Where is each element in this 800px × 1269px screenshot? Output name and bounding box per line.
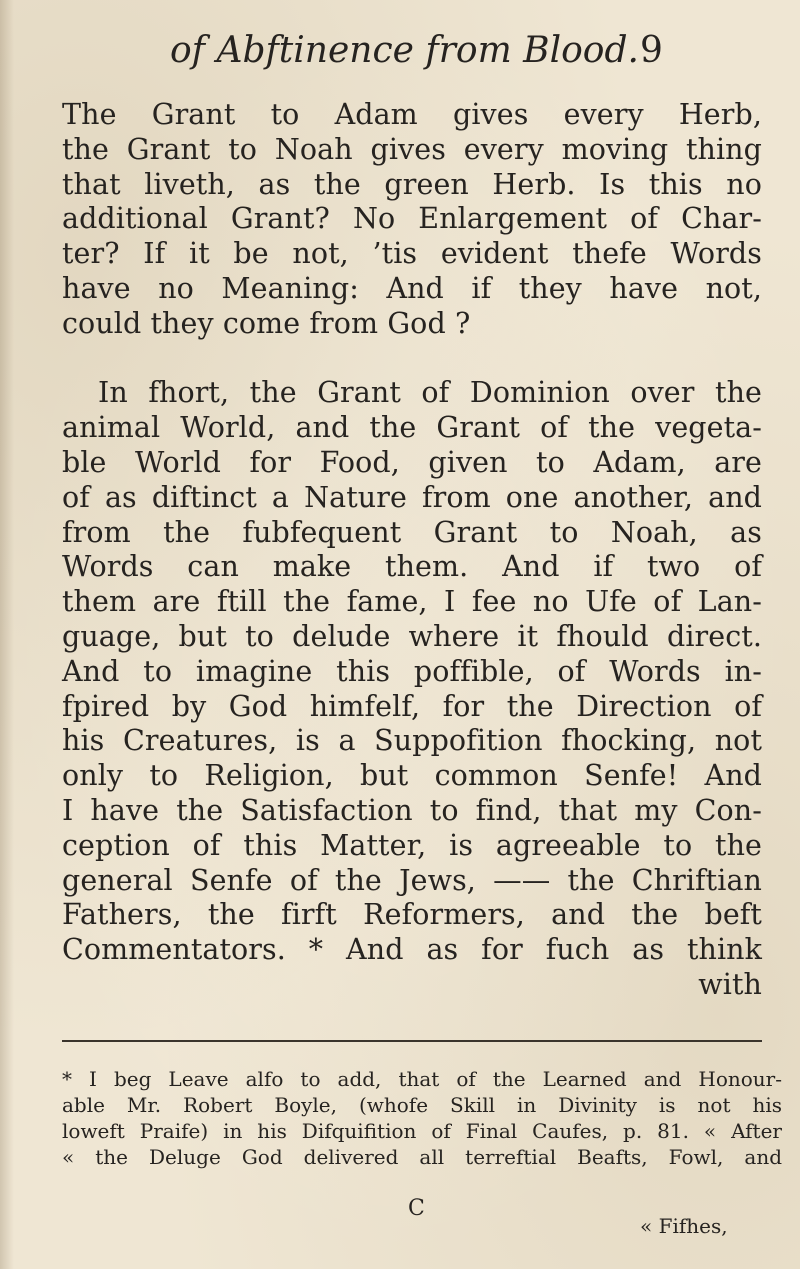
footnote-line: loweft Praife) in his Difquifition of Final Caufes, p. 81. « After (62, 1119, 782, 1143)
text-line: Commentators. * And as for fuch as think (62, 933, 762, 967)
text-line: only to Religion, but common Senfe! And (62, 759, 762, 793)
page-number: 9 (640, 30, 663, 71)
text-line: In fhort, the Grant of Dominion over the (98, 376, 762, 410)
footnote-rule (62, 1040, 762, 1042)
text-line: Fathers, the firft Reformers, and the beft (62, 898, 762, 932)
text-line: have no Meaning: And if they have not, (62, 271, 762, 305)
text-line: could they come from God ? (62, 306, 471, 340)
catchword-line: with (698, 967, 762, 1001)
footnote (62, 1066, 782, 1170)
text-line: from the fubfequent Grant to Noah, as (62, 515, 762, 549)
text-line: of as diftinct a Nature from one another, and (62, 480, 762, 514)
text-line: additional Grant? No Enlargement of Char- (62, 202, 762, 236)
running-head (170, 30, 690, 80)
text-line: his Creatures, is a Suppofition fhocking, not (62, 724, 762, 758)
text-line: fpired by God himfelf, for the Direction of (62, 689, 762, 723)
paragraph-gap (62, 342, 762, 377)
footnote-line: * I beg Leave alfo to add, that of the Learned and Honour- (62, 1067, 782, 1091)
signature-mark: C (408, 1196, 425, 1221)
text-line: ter? If it be not, ’tis evident thefe Words (62, 237, 762, 271)
text-line: The Grant to Adam gives every Herb, (62, 98, 762, 131)
text-line: ble World for Food, given to Adam, are (62, 445, 762, 479)
footnote-catchword: « Fifhes, (640, 1214, 728, 1238)
text-line: And to imagine this poffible, of Words in- (62, 654, 762, 688)
footnote-line: « the Deluge God delivered all terreftial Beafts, Fowl, and (62, 1145, 782, 1169)
text-line: Words can make them. And if two of (62, 550, 762, 584)
footnote-line: able Mr. Robert Boyle, (whofe Skill in Divinity is not his (62, 1093, 782, 1117)
page-gutter-shadow (0, 0, 14, 1269)
body-text (62, 98, 762, 1003)
text-line: the Grant to Noah gives every moving thing (62, 132, 762, 166)
text-line: general Senfe of the Jews, —— the Chriftian (62, 863, 762, 897)
text-line: guage, but to delude where it fhould direct. (62, 619, 762, 653)
text-line: ception of this Matter, is agreeable to the (62, 828, 762, 862)
text-line: that liveth, as the green Herb. Is this no (62, 167, 762, 201)
text-line: I have the Satisfaction to find, that my Con- (62, 793, 762, 827)
running-head-title: of Abftinence from Blood. (170, 30, 639, 71)
text-line: animal World, and the Grant of the vegeta- (62, 411, 762, 445)
text-line: them are ftill the fame, I fee no Ufe of Lan- (62, 585, 762, 619)
